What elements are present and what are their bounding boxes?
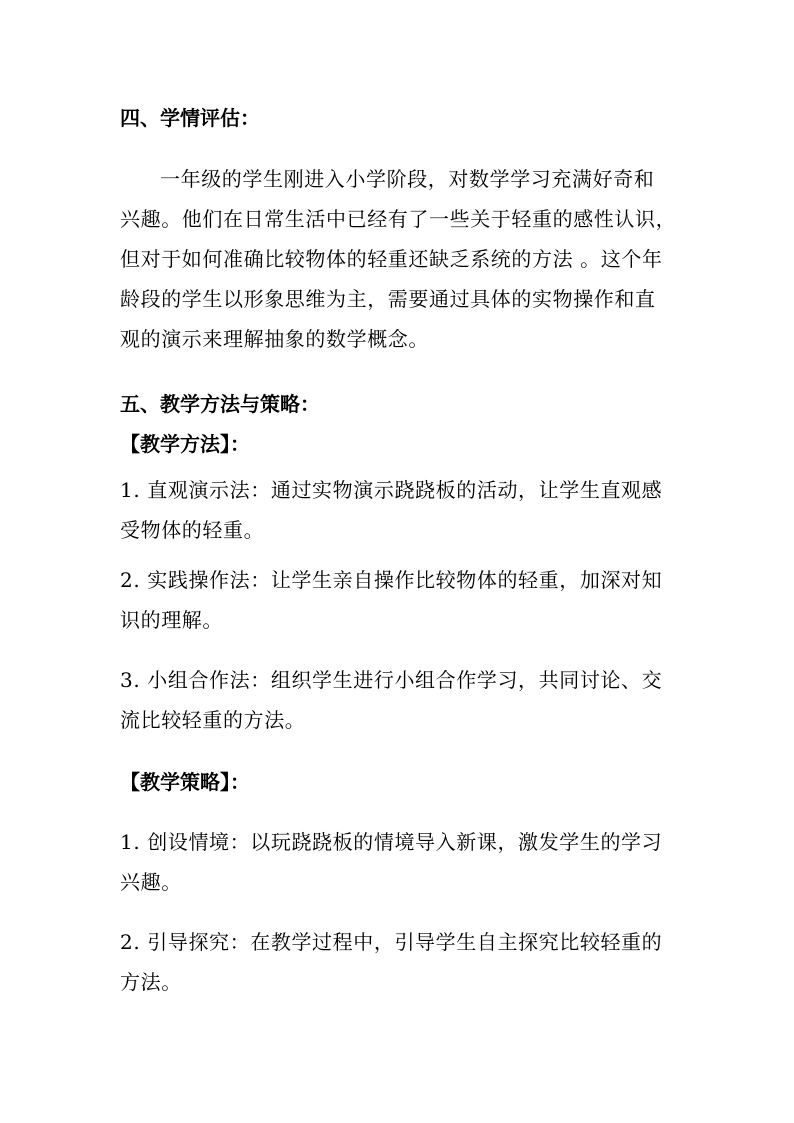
paragraph-line: 观的演示来理解抽象的数学概念。 [120,327,429,351]
section-5-heading: 五、教学方法与策略： [120,392,320,416]
method-line: 流比较轻重的方法。 [120,708,306,732]
method-line: 2. 实践操作法：让学生亲自操作比较物体的轻重，加深对知 [120,568,663,592]
method-line: 受物体的轻重。 [120,518,265,542]
strategy-line: 方法。 [120,970,182,994]
strategy-line: 1. 创设情境：以玩跷跷板的情境导入新课，激发学生的学习 [120,830,663,854]
strategy-line: 兴趣。 [120,870,182,894]
paragraph-line: 但对于如何准确比较物体的轻重还缺乏系统的方法 。这个年 [120,247,663,271]
methods-heading: 【教学方法】： [120,432,250,456]
section-4-heading: 四、学情评估： [120,106,260,130]
paragraph-line: 龄段的学生以形象思维为主，需要通过具体的实物操作和直 [120,287,656,311]
method-line: 3. 小组合作法：组织学生进行小组合作学习，共同讨论、交 [120,668,663,692]
method-line: 识的理解。 [120,608,223,632]
strategy-line: 2. 引导探究：在教学过程中，引导学生自主探究比较轻重的 [120,930,663,954]
method-line: 1. 直观演示法：通过实物演示跷跷板的活动，让学生直观感 [120,478,663,502]
strategies-heading: 【教学策略】： [120,770,250,794]
paragraph-line: 一年级的学生刚进入小学阶段，对数学学习充满好奇和 [160,167,655,191]
paragraph-line: 兴趣。他们在日常生活中已经有了一些关于轻重的感性认识， [120,207,677,231]
